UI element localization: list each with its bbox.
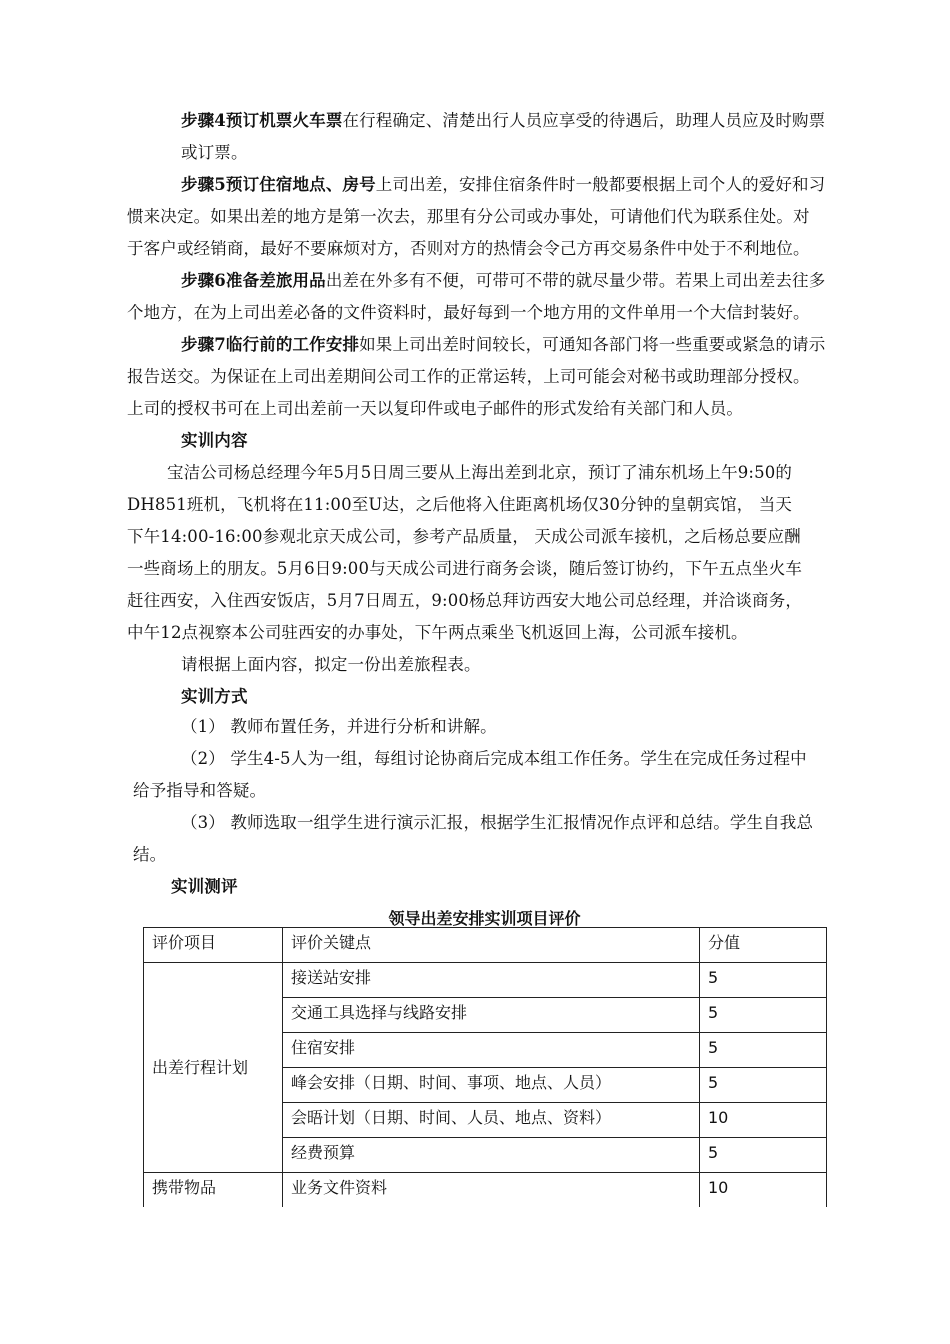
evaluation-table <box>143 927 827 1207</box>
key-point-cell: 接送站安排 <box>283 963 700 998</box>
score-cell: 5 <box>700 1033 827 1068</box>
method-item-3: （3） 教师选取一组学生进行演示汇报，根据学生汇报情况作点评和总结。学生自我总 <box>181 813 814 832</box>
header-score: 分值 <box>700 928 827 963</box>
category-travel-plan: 出差行程计划 <box>144 963 283 1173</box>
step4-text: 在行程确定、清楚出行人员应享受的待遇后，助理人员应及时购票 <box>342 111 826 130</box>
key-point-cell: 峰会安排（日期、时间、事项、地点、人员） <box>283 1068 700 1103</box>
score-cell: 5 <box>700 998 827 1033</box>
step7-line3: 上司的授权书可在上司出差前一天以复印件或电子邮件的形式发给有关部门和人员。 <box>127 399 744 418</box>
score-cell: 10 <box>700 1103 827 1138</box>
training-content-line: DH851班机，飞机将在11:00至U达，之后他将入住距离机场仅30分钟的皇朝宾馆， 当天 <box>127 495 793 514</box>
step5-line2: 惯来决定。如果出差的地方是第一次去，那里有分公司或办事处，可请他们代为联系住处。对 <box>127 207 810 226</box>
method-item-2-cont: 给予指导和答疑。 <box>133 781 267 800</box>
evaluation-heading: 实训测评 <box>171 877 238 896</box>
training-content-line: 中午12点视察本公司驻西安的办事处，下午两点乘坐飞机返回上海，公司派车接机。 <box>127 623 748 642</box>
key-point-cell: 经费预算 <box>283 1138 700 1173</box>
step7-text: 如果上司出差时间较长，可通知各部门将一些重要或紧急的请示 <box>359 335 826 354</box>
key-point-cell: 交通工具选择与线路安排 <box>283 998 700 1033</box>
step5-line3: 于客户或经销商，最好不要麻烦对方，否则对方的热情会令己方再交易条件中处于不利地位。 <box>127 239 810 258</box>
step4-line2: 或订票。 <box>181 143 248 162</box>
method-item-3-cont: 结。 <box>133 845 167 864</box>
step7-line2: 报告送交。为保证在上司出差期间公司工作的正常运转，上司可能会对秘书或助理部分授权。 <box>127 367 810 386</box>
score-cell: 5 <box>700 963 827 998</box>
category-carry-items: 携带物品 <box>144 1173 283 1208</box>
step7-line1 <box>181 333 825 357</box>
key-point-cell: 住宿安排 <box>283 1033 700 1068</box>
table-row <box>144 1173 827 1208</box>
step6-text: 出差在外多有不便，可带可不带的就尽量少带。若果上司出差去往多 <box>325 271 826 290</box>
score-cell: 10 <box>700 1173 827 1208</box>
step5-line1 <box>181 173 825 197</box>
step5-title: 步骤5预订住宿地点、房号 <box>181 175 376 194</box>
training-method-heading: 实训方式 <box>181 687 248 706</box>
training-content-line: 宝洁公司杨总经理今年5月5日周三要从上海出差到北京，预订了浦东机场上午9:50的 <box>167 463 793 482</box>
step6-line2: 个地方，在为上司出差必备的文件资料时，最好每到一个地方用的文件单用一个大信封装好。 <box>127 303 810 322</box>
table-header-row <box>144 928 827 963</box>
training-content-heading: 实训内容 <box>181 431 248 450</box>
step6-line1 <box>181 269 825 293</box>
score-cell: 5 <box>700 1138 827 1173</box>
step7-title: 步骤7临行前的工作安排 <box>181 335 360 354</box>
training-content-line: 一些商场上的朋友。5月6日9:00与天成公司进行商务会谈，随后签订协约，下午五点坐火车 <box>127 559 802 578</box>
table-row <box>144 963 827 998</box>
table-title: 领导出差安排实训项目评价 <box>388 909 581 928</box>
method-item-2: （2） 学生4-5人为一组，每组讨论协商后完成本组工作任务。学生在完成任务过程中 <box>181 749 807 768</box>
method-item-1: （1） 教师布置任务，并进行分析和讲解。 <box>181 717 497 736</box>
training-task: 请根据上面内容，拟定一份出差旅程表。 <box>181 655 481 674</box>
step5-text: 上司出差，安排住宿条件时一般都要根据上司个人的爱好和习 <box>375 175 826 194</box>
training-content-line: 赶往西安，入住西安饭店，5月7日周五，9:00杨总拜访西安大地公司总经理，并洽谈商务， <box>127 591 802 610</box>
header-category: 评价项目 <box>144 928 283 963</box>
step4-title: 步骤4预订机票火车票 <box>181 111 343 130</box>
step4-line1 <box>181 109 825 133</box>
score-cell: 5 <box>700 1068 827 1103</box>
key-point-cell: 业务文件资料 <box>283 1173 700 1208</box>
header-key-point: 评价关键点 <box>283 928 700 963</box>
training-content-line: 下午14:00-16:00参观北京天成公司，参考产品质量， 天成公司派车接机，之后杨总要应酬 <box>127 527 801 546</box>
key-point-cell: 会晤计划（日期、时间、人员、地点、资料） <box>283 1103 700 1138</box>
step6-title: 步骤6准备差旅用品 <box>181 271 326 290</box>
